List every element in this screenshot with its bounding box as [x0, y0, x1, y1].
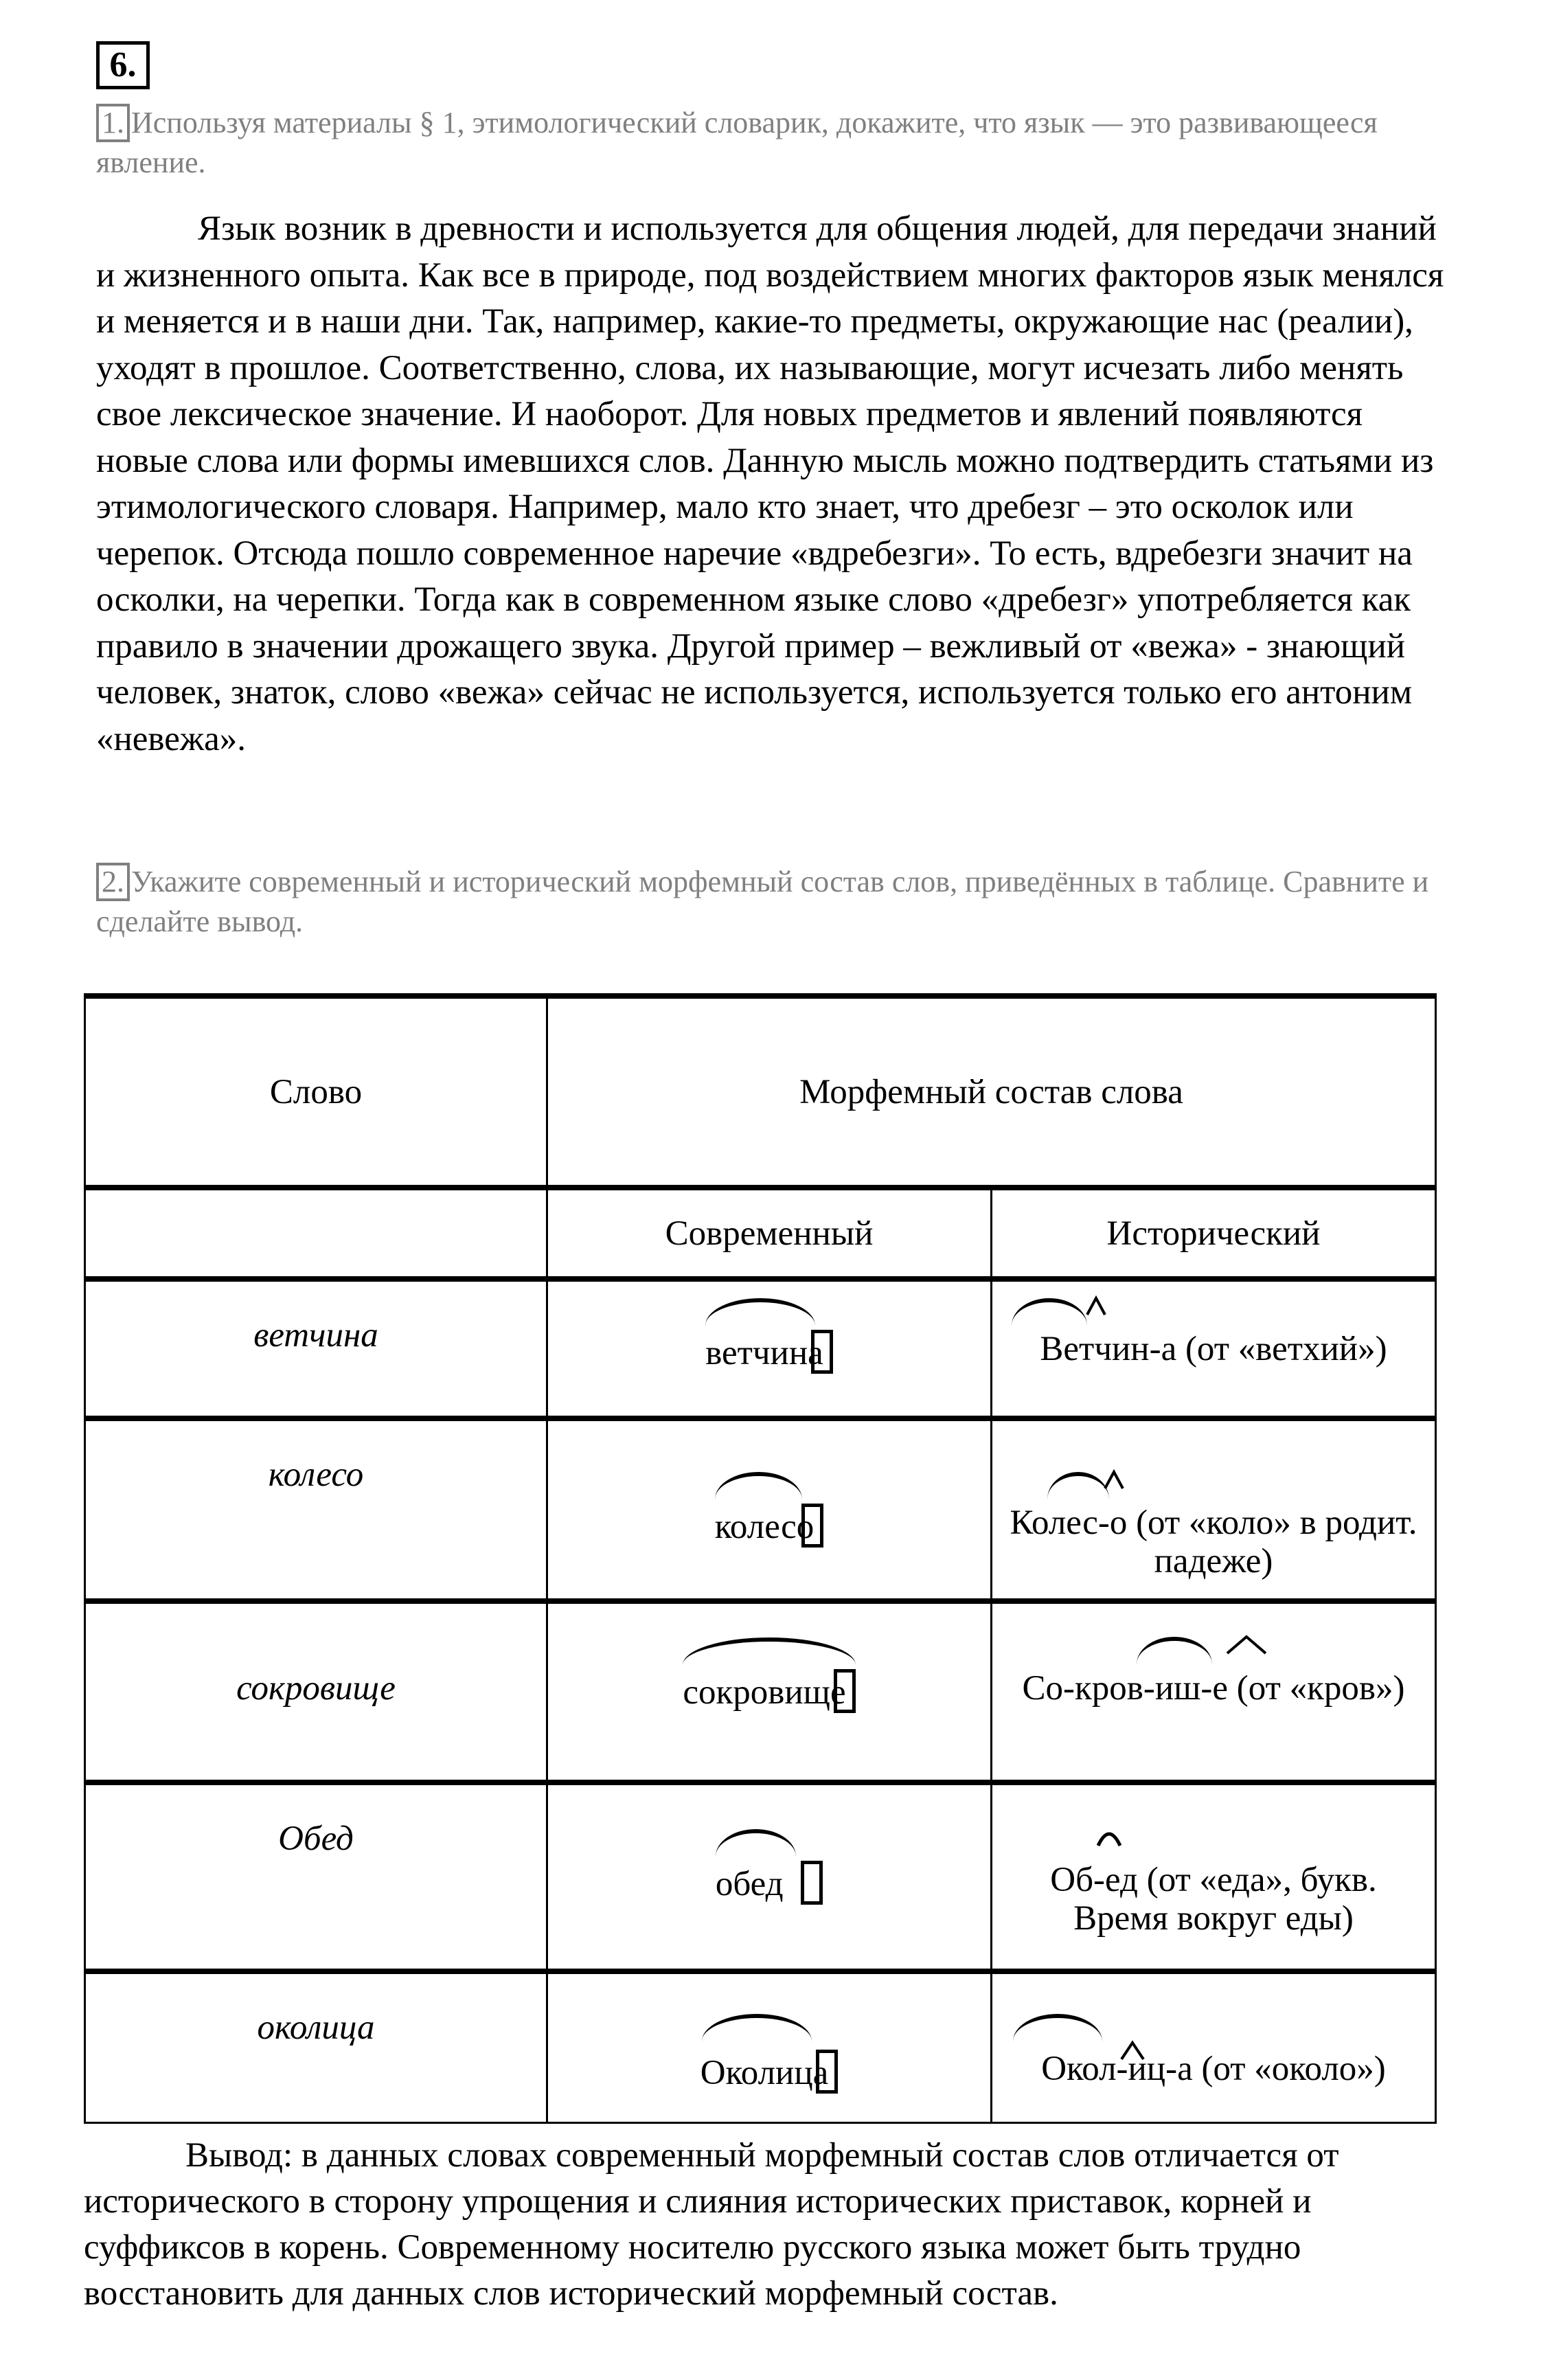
word: колесо: [268, 1455, 364, 1494]
root-arc-icon: [1012, 1298, 1087, 1326]
suffix-caret-icon: [1120, 2040, 1145, 2061]
subheader-empty: [85, 1188, 547, 1279]
root-arc-icon: [1013, 2014, 1102, 2041]
answer-1-paragraph: [96, 206, 1456, 762]
historic-cell: [992, 1601, 1436, 1782]
table-row: [85, 1279, 1436, 1418]
modern-cell: [547, 1601, 992, 1782]
historic-cell: [992, 1971, 1436, 2122]
conclusion-text: Вывод: в данных словах современный морфемный состав слов отличается от исторического в сторону упрощения и слияния исторических приставок, корней и суффиксов в корень. Современному носителю русского языка может быть трудно восстановить для данных слов исторический морфемный состав.: [84, 2136, 1339, 2313]
historic-text: Колес-о (от «коло» в родит. падеже): [1010, 1504, 1417, 1580]
modern-text: обед: [715, 1865, 784, 1903]
modern-text: ветчина: [705, 1334, 823, 1372]
historic-cell: [992, 1782, 1436, 1971]
ending-box-icon: [801, 1861, 823, 1905]
table-row: [85, 1418, 1436, 1601]
task-2-number: 2.: [96, 863, 130, 901]
modern-morph: [700, 2050, 839, 2094]
modern-text: колесо: [714, 1508, 814, 1546]
modern-cell: [547, 1782, 992, 1971]
modern-text: Околица: [700, 2054, 829, 2092]
root-arc-icon: [702, 2014, 812, 2041]
word-cell: [85, 1782, 547, 1971]
word-cell: [85, 1279, 547, 1418]
word: околица: [257, 2008, 375, 2047]
header-morph: Морфемный состав слова: [547, 996, 1436, 1188]
subheader-modern: Современный: [547, 1188, 992, 1279]
historic-cell: [992, 1418, 1436, 1601]
task-1: [96, 103, 1442, 183]
task-2-text: Укажите современный и исторический морфемный состав слов, приведённых в таблице. Сравните и сделайте вывод.: [96, 865, 1429, 938]
historic-text: Окол-иц-а (от «около»): [1041, 2050, 1386, 2088]
suffix-caret-icon: [1104, 1469, 1124, 1490]
table-row: [85, 1601, 1436, 1782]
modern-morph: [716, 1861, 823, 1905]
word-cell: [85, 1601, 547, 1782]
root-arc-icon: [1047, 1472, 1109, 1499]
ending-box-icon: [834, 1669, 856, 1713]
task-1-text: Используя материалы § 1, этимологический словарик, докажите, что язык — это развивающееся явление.: [96, 106, 1378, 179]
historic-text: Об-ед (от «еда», букв. Время вокруг еды): [1050, 1861, 1377, 1938]
root-arc-icon: [683, 1637, 855, 1665]
suffix-caret-icon: [1226, 1634, 1267, 1655]
ending-box-icon: [816, 2050, 838, 2094]
modern-cell: [547, 1971, 992, 2122]
modern-cell: [547, 1418, 992, 1601]
historic-cell: [992, 1279, 1436, 1418]
word: ветчина: [253, 1316, 378, 1355]
root-arc-icon: [1137, 1637, 1212, 1664]
table-row: [85, 1971, 1436, 2122]
historic-text: Ветчин-а (от «ветхий»): [1040, 1330, 1387, 1368]
table-subheader-row: [85, 1188, 1436, 1279]
header-word: Слово: [85, 996, 547, 1188]
subheader-historic: Исторический: [992, 1188, 1436, 1279]
historic-text: Со-кров-иш-е (от «кров»): [1022, 1669, 1405, 1708]
modern-morph: [715, 1504, 824, 1548]
word: сокровище: [236, 1669, 396, 1708]
word-cell: [85, 1418, 547, 1601]
root-arc-icon: [715, 1472, 802, 1499]
modern-cell: [547, 1279, 992, 1418]
table-header-row: [85, 996, 1436, 1188]
suffix-caret-icon: [1086, 1295, 1106, 1316]
ending-box-icon: [811, 1330, 833, 1374]
task-2: [96, 862, 1442, 942]
exercise-number: 6.: [96, 41, 150, 89]
task-1-number: 1.: [96, 104, 130, 142]
word: Обед: [278, 1820, 354, 1858]
answer-1-text: Язык возник в древности и используется для общения людей, для передачи знаний и жизненного опыта. Как все в природе, под воздействием многих факторов язык менялся и меняется и в наши дни. Так, например, какие-то предметы, окружающие нас (реалии), уходят в прошлое. Соответственно, слова, их называющие, могут исчезать либо менять свое лексическое значение. И наоборот. Для новых предметов и явлений появляются новые слова или формы имевшихся слов. Данную мысль можно подтвердить статьями из этимологического словаря. Например, мало кто знает, что дребезг – это осколок или черепок. Отсюда пошло современное наречие «вдребезги». То есть, вдребезги значит на осколки, на черепки. Тогда как в современном языке слово «дребезг» употребляется как правило в значении дрожащего звука. Другой пример – вежливый от «вежа» - знающий человек, знаток, слово «вежа» сейчас не используется, используется только его антоним «невежа».: [96, 209, 1444, 758]
modern-morph: [683, 1669, 855, 1713]
root-arc-icon: [705, 1298, 815, 1326]
modern-text: сокровище: [683, 1673, 846, 1712]
conclusion-paragraph: [84, 2133, 1450, 2317]
ending-box-icon: [801, 1504, 823, 1548]
root-arc-icon: [1095, 1826, 1123, 1847]
modern-morph: [705, 1330, 833, 1374]
table-row: [85, 1782, 1436, 1971]
word-cell: [85, 1971, 547, 2122]
root-arc-icon: [716, 1829, 796, 1857]
morpheme-table: [84, 993, 1437, 2124]
